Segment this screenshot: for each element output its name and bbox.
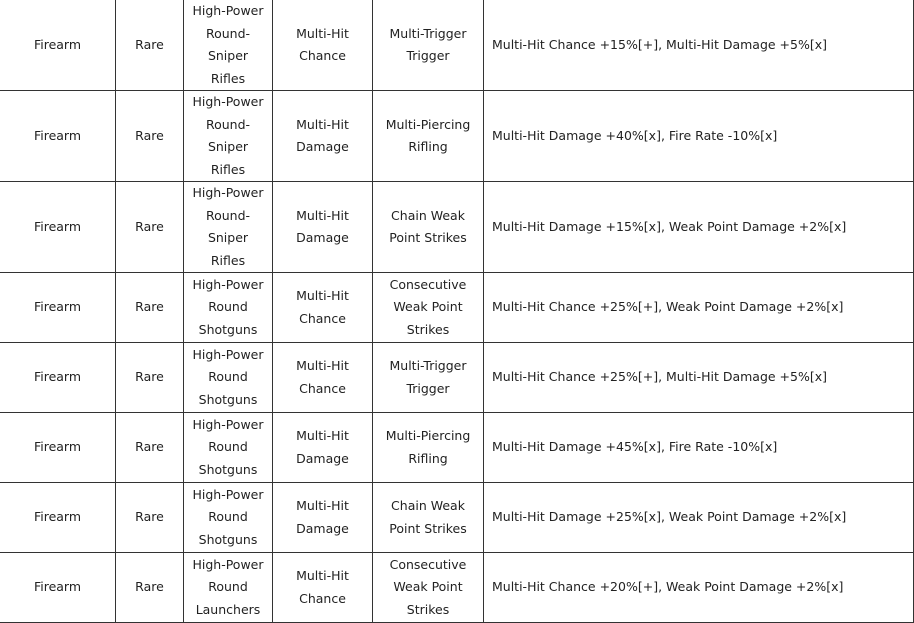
- table-row: [0, 413, 914, 483]
- mod-name-cell: Multi-Trigger Trigger: [373, 0, 484, 91]
- mod-name-cell: Chain Weak Point Strikes: [373, 182, 484, 273]
- effect-cell: Multi-Hit Chance +20%[+], Weak Point Damage +2%[x]: [484, 553, 914, 623]
- stat-cell: Multi-Hit Chance: [273, 0, 373, 91]
- rarity-cell: Rare: [116, 483, 184, 553]
- weapon-label: Sniper Rifles: [207, 139, 249, 177]
- table-row: [0, 182, 914, 273]
- category-cell: Firearm: [0, 483, 116, 553]
- rarity-cell: Rare: [116, 343, 184, 413]
- effect-cell: Multi-Hit Damage +25%[x], Weak Point Damage +2%[x]: [484, 483, 914, 553]
- mod-name-cell: Consecutive Weak Point Strikes: [373, 553, 484, 623]
- rarity-cell: Rare: [116, 91, 184, 182]
- weapon-type-cell: [184, 273, 273, 343]
- effect-cell: Multi-Hit Damage +45%[x], Fire Rate -10%[x]: [484, 413, 914, 483]
- rarity-cell: Rare: [116, 273, 184, 343]
- rarity-cell: Rare: [116, 413, 184, 483]
- effect-cell: Multi-Hit Chance +25%[+], Multi-Hit Damage +5%[x]: [484, 343, 914, 413]
- rarity-cell: Rare: [116, 553, 184, 623]
- category-cell: Firearm: [0, 343, 116, 413]
- category-cell: Firearm: [0, 91, 116, 182]
- weapon-label: Shotguns: [198, 391, 258, 407]
- table-row: [0, 0, 914, 91]
- effect-cell: Multi-Hit Chance +15%[+], Multi-Hit Damage +5%[x]: [484, 0, 914, 91]
- rarity-cell: Rare: [116, 182, 184, 273]
- table-row: [0, 343, 914, 413]
- weapon-type-cell: [184, 483, 273, 553]
- weapon-type-cell: [184, 182, 273, 273]
- mod-name-cell: Consecutive Weak Point Strikes: [373, 273, 484, 343]
- category-cell: Firearm: [0, 273, 116, 343]
- table-row: [0, 273, 914, 343]
- effect-cell: Multi-Hit Damage +40%[x], Fire Rate -10%[x]: [484, 91, 914, 182]
- stat-cell: Multi-Hit Damage: [273, 91, 373, 182]
- table-row: [0, 483, 914, 553]
- stat-cell: Multi-Hit Damage: [273, 483, 373, 553]
- ammo-label: High-Power Round-: [192, 94, 264, 132]
- effect-cell: Multi-Hit Chance +25%[+], Weak Point Damage +2%[x]: [484, 273, 914, 343]
- mod-name-cell: Multi-Piercing Rifling: [373, 413, 484, 483]
- table-row: [0, 553, 914, 623]
- weapon-type-cell: [184, 343, 273, 413]
- ammo-label: High-Power Round: [192, 556, 264, 595]
- ammo-label: High-Power Round-: [192, 3, 264, 41]
- weapon-label: Shotguns: [198, 531, 258, 547]
- weapon-label: Shotguns: [198, 461, 258, 477]
- ammo-label: High-Power Round: [192, 346, 264, 385]
- stat-cell: Multi-Hit Chance: [273, 343, 373, 413]
- stat-cell: Multi-Hit Damage: [273, 182, 373, 273]
- mod-name-cell: Multi-Trigger Trigger: [373, 343, 484, 413]
- stat-cell: Multi-Hit Chance: [273, 553, 373, 623]
- mod-name-cell: Chain Weak Point Strikes: [373, 483, 484, 553]
- weapon-label: Launchers: [195, 601, 261, 617]
- ammo-label: High-Power Round-: [192, 185, 264, 223]
- weapon-type-cell: [184, 91, 273, 182]
- ammo-label: High-Power Round: [192, 416, 264, 455]
- ammo-label: High-Power Round: [192, 486, 264, 525]
- weapon-label: Shotguns: [198, 321, 258, 337]
- ammo-label: High-Power Round: [192, 276, 264, 315]
- category-cell: Firearm: [0, 553, 116, 623]
- effect-cell: Multi-Hit Damage +15%[x], Weak Point Damage +2%[x]: [484, 182, 914, 273]
- rarity-cell: Rare: [116, 0, 184, 91]
- category-cell: Firearm: [0, 413, 116, 483]
- category-cell: Firearm: [0, 182, 116, 273]
- weapon-type-cell: [184, 553, 273, 623]
- stat-cell: Multi-Hit Chance: [273, 273, 373, 343]
- mod-name-cell: Multi-Piercing Rifling: [373, 91, 484, 182]
- category-cell: Firearm: [0, 0, 116, 91]
- weapon-type-cell: [184, 413, 273, 483]
- stat-cell: Multi-Hit Damage: [273, 413, 373, 483]
- weapon-label: Sniper Rifles: [207, 230, 249, 268]
- weapon-type-cell: [184, 0, 273, 91]
- weapon-label: Sniper Rifles: [207, 48, 249, 86]
- table-row: [0, 91, 914, 182]
